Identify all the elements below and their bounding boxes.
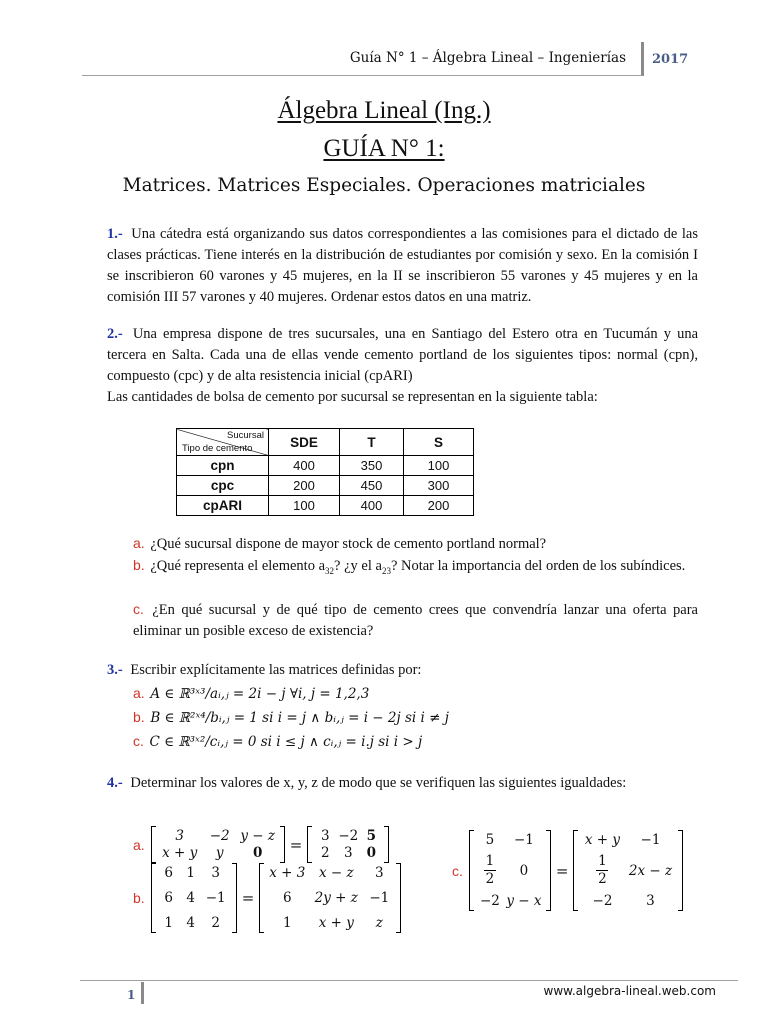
matrix-right (307, 826, 389, 863)
equation-c (452, 830, 683, 911)
table-row (177, 496, 474, 516)
matrix-cell: z (375, 915, 383, 931)
matrix-cell: −2 (479, 893, 500, 909)
matrix-cell: 6 (164, 865, 173, 881)
page-subtitle: Matrices. Matrices Especiales. Operaciones matriciales (122, 175, 646, 196)
item-text: ¿Qué sucursal dispone de mayor stock de cemento portland normal? (150, 536, 547, 552)
header-separator (641, 42, 644, 76)
matrix-cell: x + y (584, 832, 621, 848)
matrix-cell: 4 (186, 915, 195, 931)
matrix-cell: 6 (164, 890, 173, 906)
matrix-cell: 3 (175, 828, 184, 844)
matrix-left (151, 863, 237, 933)
matrix-cell: 2y + z (314, 890, 358, 906)
exercise-2 (107, 324, 698, 408)
corner-label-sucursal: Sucursal (227, 430, 264, 441)
item-text: ¿En qué sucursal y de qué tipo de cemento crees que convendría lanzar una oferta para eliminar un posible exceso de existencia? (133, 602, 698, 639)
table-row (177, 456, 474, 476)
header-rule (82, 75, 642, 76)
equation-label: a. (133, 836, 145, 853)
matrix-right (259, 863, 401, 933)
item-text: ¿Qué representa el elemento a (150, 558, 326, 574)
table-cell: 350 (340, 456, 404, 476)
matrix-cell: 2x − z (628, 862, 673, 879)
exercise-3-item-c (133, 731, 698, 753)
column-header: T (340, 429, 404, 456)
exercise-3-number: 3.- (107, 662, 123, 678)
exercise-3-item-a (133, 683, 698, 705)
item-label: c. (133, 601, 144, 617)
subscript: 23 (381, 565, 391, 576)
math-expression: A ∈ ℝ³ˣ³/aᵢ,ⱼ = 2i − j ∀i, j = 1,2,3 (150, 686, 370, 702)
equation-a (133, 826, 389, 863)
fraction-denominator: 2 (485, 871, 495, 887)
exercise-1-text: Una cátedra está organizando sus datos correspondientes a las comisiones para el dictado de las clases prácticas. Tiene interés en la distribución de estudiantes por comisión y sexo. En la comisión I se inscribieron 60 varones y 45 mujeres, en la II se inscribieron 55 varones y 45 mujeres y en la comisión III 57 varones y 40 mujeres. Ordenar estos datos en una matriz. (107, 226, 699, 305)
footer-separator (141, 982, 144, 1004)
equation-label: b. (133, 890, 145, 906)
matrix-cell: 1 (164, 915, 173, 931)
guide-title: GUÍA N° 1: (323, 135, 445, 162)
row-label: cpc (177, 476, 269, 496)
page-number: 1 (127, 988, 136, 1002)
matrix-cell: −1 (640, 832, 661, 848)
matrix-cell: 2 (211, 915, 220, 931)
table-cell: 300 (404, 476, 474, 496)
matrix-cell: −2 (592, 893, 613, 909)
subscript: 32 (325, 565, 335, 576)
matrix-cell: −1 (205, 890, 226, 906)
fraction-denominator: 2 (598, 871, 607, 887)
page-title: Álgebra Lineal (Ing.) (277, 97, 491, 124)
fraction (476, 854, 504, 887)
item-text: ? Notar la importancia del orden de los subíndices. (390, 558, 686, 574)
matrix-left (151, 826, 285, 863)
exercise-4-number: 4.- (107, 775, 123, 791)
math-expression: B ∈ ℝ²ˣ⁴/bᵢ,ⱼ = 1 si i = j ∧ bᵢ,ⱼ = i − 2j si i ≠ j (150, 710, 449, 726)
row-label: cpARI (177, 496, 269, 516)
table-cell: 100 (269, 496, 340, 516)
matrix-cell: 3 (211, 865, 220, 881)
matrix-cell: x + y (318, 915, 354, 931)
matrix-cell: 3 (374, 865, 384, 881)
matrix-right (573, 830, 683, 911)
matrix-cell: y − x (506, 893, 542, 909)
matrix-cell: y (215, 845, 224, 861)
footer-url[interactable]: www.algebra-lineal.web.com (543, 984, 716, 998)
item-label: b. (133, 557, 145, 573)
exercise-1 (107, 224, 698, 308)
equation-label: c. (452, 862, 463, 879)
matrix-cell: −2 (338, 828, 359, 844)
equals-sign: = (241, 889, 255, 907)
column-header: S (404, 429, 474, 456)
exercise-3 (107, 660, 698, 681)
item-label: a. (133, 685, 145, 701)
matrix-cell: −1 (369, 890, 390, 906)
matrix-cell: 3 (646, 893, 655, 909)
matrix-cell: 5 (485, 832, 495, 848)
matrix-cell: x + y (162, 845, 198, 861)
exercise-2-number: 2.- (107, 326, 123, 342)
table-header-row (177, 429, 474, 456)
table-cell: 450 (340, 476, 404, 496)
header-title: Guía N° 1 – Álgebra Lineal – Ingenierías (349, 50, 626, 66)
equation-b (133, 863, 401, 933)
exercise-1-number: 1.- (107, 226, 123, 242)
exercise-4 (107, 773, 698, 794)
table-cell: 400 (340, 496, 404, 516)
matrix-cell: 2 (320, 845, 330, 861)
equals-sign: = (555, 861, 569, 880)
table-row (177, 476, 474, 496)
cement-table (176, 428, 474, 516)
math-expression: C ∈ ℝ³ˣ²/cᵢ,ⱼ = 0 si i ≤ j ∧ cᵢ,ⱼ = i.j si i > j (149, 734, 423, 750)
item-label: a. (133, 535, 145, 551)
item-label: b. (133, 709, 145, 725)
exercise-2-item-b (133, 555, 698, 582)
matrix-cell: 0 (252, 845, 263, 861)
fraction-numerator: 1 (485, 853, 495, 869)
table-cell: 100 (404, 456, 474, 476)
item-label: c. (133, 733, 144, 749)
exercise-2-item-c (133, 599, 698, 642)
corner-label-tipo: Tipo de cemento (182, 443, 253, 454)
exercise-3-item-b (133, 707, 698, 729)
row-label: cpn (177, 456, 269, 476)
exercise-3-text: Escribir explícitamente las matrices definidas por: (130, 662, 422, 678)
matrix-cell: y − z (240, 828, 275, 844)
matrix-cell: x − z (318, 865, 354, 881)
header-year: 2017 (652, 52, 689, 67)
matrix-left (469, 830, 551, 911)
matrix-cell: 1 (186, 865, 195, 881)
table-corner-cell (177, 429, 269, 456)
exercise-4-text: Determinar los valores de x, y, z de modo que se verifiquen las siguientes igualdades: (130, 775, 627, 791)
matrix-cell: 3 (320, 828, 330, 844)
matrix-cell: 4 (186, 890, 195, 906)
equals-sign: = (289, 835, 303, 854)
exercise-2-item-a (133, 533, 698, 555)
matrix-cell: 5 (366, 828, 376, 844)
matrix-cell: 0 (519, 862, 529, 879)
item-text: ? ¿y el a (334, 558, 382, 574)
table-cell: 200 (269, 476, 340, 496)
footer-rule (80, 980, 738, 981)
table-cell: 400 (269, 456, 340, 476)
exercise-2-text-2: Las cantidades de bolsa de cemento por sucursal se representan en la siguiente tabla: (107, 389, 598, 405)
matrix-cell: 0 (366, 845, 376, 861)
column-header: SDE (269, 429, 340, 456)
fraction-numerator: 1 (598, 853, 607, 869)
matrix-cell: x + 3 (269, 865, 306, 881)
matrix-cell: −2 (209, 828, 230, 844)
fraction (580, 854, 624, 887)
table-cell: 200 (404, 496, 474, 516)
matrix-cell: 3 (343, 845, 353, 861)
matrix-cell: 1 (282, 915, 292, 931)
exercise-2-text: Una empresa dispone de tres sucursales, una en Santiago del Estero otra en Tucumán y una tercera en Salta. Cada una de ellas vende cemento portland de los siguientes tipos: normal (cpn), compuesto (cpc) y de alta resistencia inicial (cpARI) (107, 326, 699, 384)
matrix-cell: −1 (513, 832, 534, 848)
matrix-cell: 6 (282, 890, 292, 906)
